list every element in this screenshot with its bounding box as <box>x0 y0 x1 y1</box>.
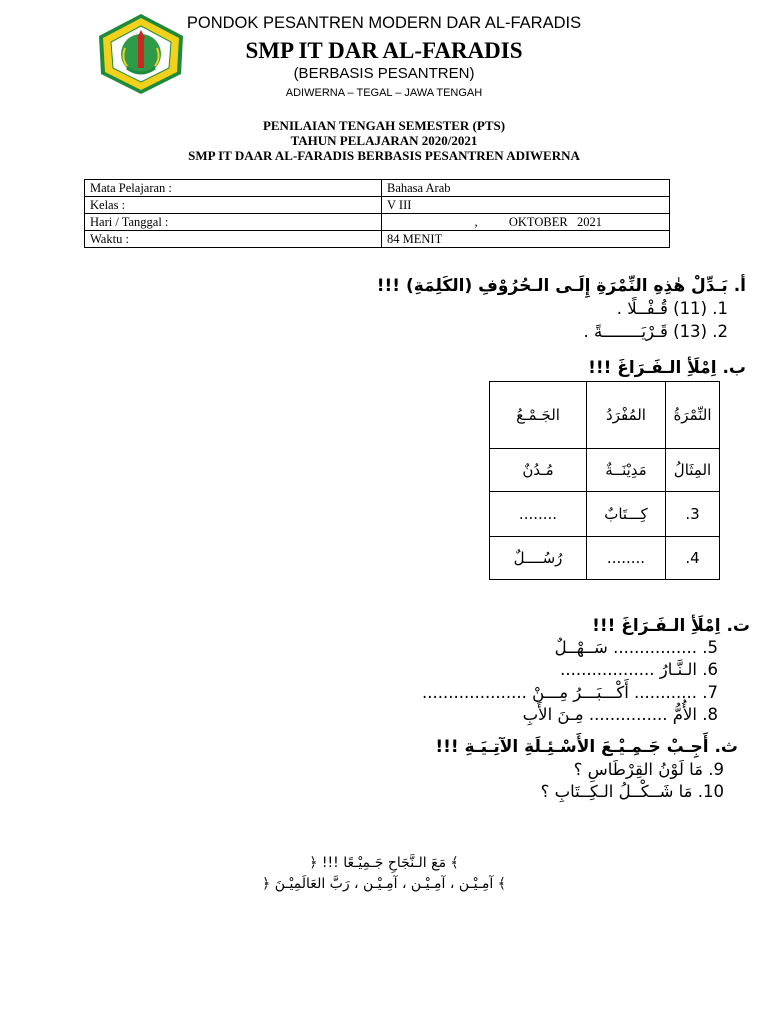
school-type: (BERBASIS PESANTREN) <box>293 65 475 82</box>
table-cell: المِثَالُ <box>666 449 720 492</box>
table-cell: كِـــتَابٌ <box>587 492 666 537</box>
info-label: Hari / Tanggal : <box>85 214 382 231</box>
question-item: 1. (11) قُـفْــلًا . <box>616 299 728 318</box>
question-item: 5. ................ سَــهْــلٌ <box>554 638 718 657</box>
question-item: 10. مَا شَــكْــلُ الـكِــتَابِ ؟ <box>540 782 724 801</box>
table-row <box>490 537 720 580</box>
table-cell: 3. <box>666 492 720 537</box>
info-row <box>85 197 670 214</box>
info-row <box>85 214 670 231</box>
table-cell: مُـدُنٌ <box>490 449 587 492</box>
question-item: 8. الأُمُّ ............... مِـنَ الأَبِ <box>522 705 718 724</box>
table-cell: مَدِيْنَــةٌ <box>587 449 666 492</box>
table-cell: رُسُــــلٌ <box>490 537 587 580</box>
table-cell: ........ <box>587 537 666 580</box>
section-c-title: ت. اِمْلَأِ الـفَـرَاغَ !!! <box>592 616 750 636</box>
table-row <box>490 492 720 537</box>
question-item: 7. ............ أَكْـــبَـــرُ مِـــنْ .................... <box>422 683 718 702</box>
info-label: Waktu : <box>85 231 382 248</box>
info-value: 84 MENIT <box>382 231 670 248</box>
footer-wish: ﴾ مَعَ الـنَّجَاحِ جَـمِيْـعًا !!! ﴿ <box>309 855 459 871</box>
section-a-title: أ. بَـدِّلْ هٰذِهِ النِّمْرَةِ إِلَـى الـحُرُوْفِ (الكَلِمَةِ) !!! <box>376 276 746 296</box>
table-cell: 4. <box>666 537 720 580</box>
info-label: Kelas : <box>85 197 382 214</box>
info-row <box>85 231 670 248</box>
table-header: النِّمْرَةُ <box>666 382 720 449</box>
question-item: 9. مَا لَوْنُ القِرْطَاسِ ؟ <box>573 760 724 779</box>
table-header: الجَـمْـعُ <box>490 382 587 449</box>
info-value: Bahasa Arab <box>382 180 670 197</box>
section-b-title: ب. اِمْلَأِ الـفَـرَاغَ !!! <box>588 358 746 378</box>
table-row <box>490 449 720 492</box>
section-d-title: ث. أَجِـبْ جَـمِـيْـعَ الأَسْـئِـلَةِ الآتِـيَـةِ !!! <box>435 737 738 757</box>
info-value: V III <box>382 197 670 214</box>
exam-year: TAHUN PELAJARAN 2020/2021 <box>290 133 478 148</box>
question-item: 2. (13) قَـرْيَــــــــةً . <box>583 322 728 341</box>
school-name: SMP IT DAR AL-FARADIS <box>245 38 523 63</box>
footer-prayer: ﴾ آمِـيْـن ، آمِـيْـن ، آمِـيْـن ، رَبَّ العَالَمِيْـنَ ﴿ <box>262 876 506 892</box>
school-address: ADIWERNA – TEGAL – JAWA TENGAH <box>285 87 483 99</box>
table-row <box>490 382 720 449</box>
info-table <box>84 179 670 248</box>
exam-school: SMP IT DAAR AL-FARADIS BERBASIS PESANTREN ADIWERNA <box>188 148 580 163</box>
vocab-table <box>489 381 720 580</box>
school-organization: PONDOK PESANTREN MODERN DAR AL-FARADIS <box>186 14 582 32</box>
info-row <box>85 180 670 197</box>
info-value: , OKTOBER 2021 <box>382 214 670 231</box>
info-label: Mata Pelajaran : <box>85 180 382 197</box>
table-header: المُفْرَدُ <box>587 382 666 449</box>
exam-title: PENILAIAN TENGAH SEMESTER (PTS) <box>262 118 506 133</box>
table-cell: ........ <box>490 492 587 537</box>
question-item: 6. الـنَّـارُ .................. <box>560 660 718 679</box>
